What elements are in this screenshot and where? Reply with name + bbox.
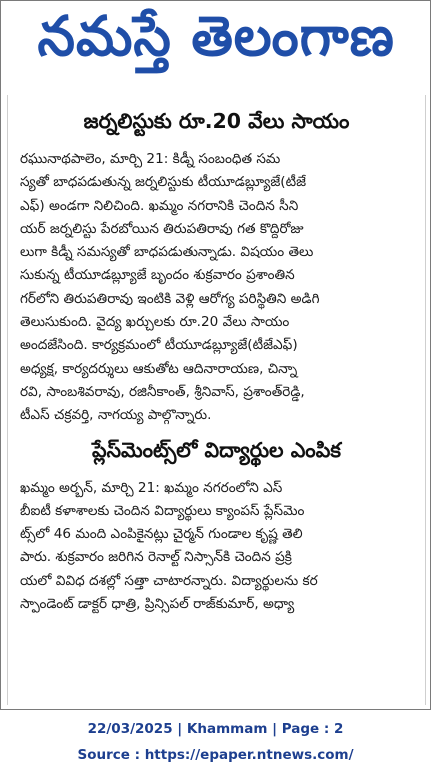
article-line: ట్స్‌లో 46 మంది ఎంపికైనట్లు చైర్మన్ గుండాల కృష్ణ తెలి xyxy=(20,526,303,543)
article-line: యర్ జర్నలిస్టు పేరబోయిన తిరుపతిరావు గత కొద్దిరోజు xyxy=(20,220,304,237)
newspaper-masthead xyxy=(7,5,426,81)
article-line: అందజేసింది. కార్యక్రమంలో టీయూడబ్ల్యూజే(టీజేఎఫ్) xyxy=(20,337,298,354)
article-line: సుకున్న టీయూడబ్ల్యూజే బృందం శుక్రవారం ప్రశాంతిన xyxy=(20,267,295,284)
article-line: యలో వివిధ దశల్లో సత్తా చాటారన్నారు. విద్యార్థులను కర xyxy=(20,572,318,589)
article-line: ఖమ్మం అర్బన్, మార్చి 21: ఖమ్మం నగరంలోని ఎస్ xyxy=(20,479,283,496)
footer-source: Source : https://epaper.ntnews.com/ xyxy=(77,747,354,763)
article-line: బీఐటీ కళాశాలకు చెందిన విద్యార్థులు క్యాంపస్ ప్లేస్‌మెం xyxy=(20,502,305,519)
article-line: లుగా కిడ్నీ సమస్యతో బాధపడుతున్నాడు. విషయం తెలు xyxy=(20,244,314,261)
article-line: గర్‌లోని తిరుపతిరావు ఇంటికి వెళ్లి ఆరోగ్య పరిస్థితిని అడిగి xyxy=(20,290,320,307)
article-line: ఎఫ్) అండగా నిలిచింది. ఖమ్మం నగరానికి చెందిన సీని xyxy=(20,197,299,214)
article-line: రఘునాథపాలెం, మార్చి 21: కిడ్నీ సంబంధిత సమ xyxy=(20,151,281,167)
article-line: స్పాండెంట్ డాక్టర్ ధాత్రి, ప్రిన్సిపల్ రాజ్‌కుమార్, అధ్యా xyxy=(20,596,295,613)
clipping-footer xyxy=(0,716,431,768)
article-line: స్యతో బాధపడుతున్న జర్నలిస్టుకు టీయూడబ్ల్యూజే(టీజే xyxy=(20,174,307,191)
article-line: టీఎస్ చక్రవర్తి, నాగయ్య పాల్గొన్నారు. xyxy=(20,407,212,424)
article-line: పారు. శుక్రవారం జరిగిన రెనాల్ట్ నిస్సాన్‌కి చెందిన ప్రక్రి xyxy=(20,549,292,566)
masthead-title: నమస్తే తెలంగాణ xyxy=(37,4,396,68)
article-line: తెలుసుకుంది. వైద్య ఖర్చులకు రూ.20 వేలు సాయం xyxy=(20,314,290,331)
article-line: రవి, సాంబశివరావు, రజినీకాంత్, శ్రీనివాస్, ప్రశాంత్‌రెడ్డి, xyxy=(20,383,305,400)
article-clipping xyxy=(7,95,426,705)
article-headline-placements: ప్లేస్‌మెంట్స్‌లో విద్యార్థుల ఎంపిక xyxy=(92,437,341,462)
article-body-placements xyxy=(20,477,417,617)
article-line: అధ్యక్ష, కార్యదర్శులు ఆకుతోట ఆదినారాయణ, చిన్నా xyxy=(20,360,298,377)
article-body-journalist-aid xyxy=(20,148,417,428)
footer-meta: 22/03/2025 | Khammam | Page : 2 xyxy=(87,721,344,737)
article-headline-journalist-aid: జర్నలిస్టుకు రూ.20 వేలు సాయం xyxy=(83,109,350,133)
